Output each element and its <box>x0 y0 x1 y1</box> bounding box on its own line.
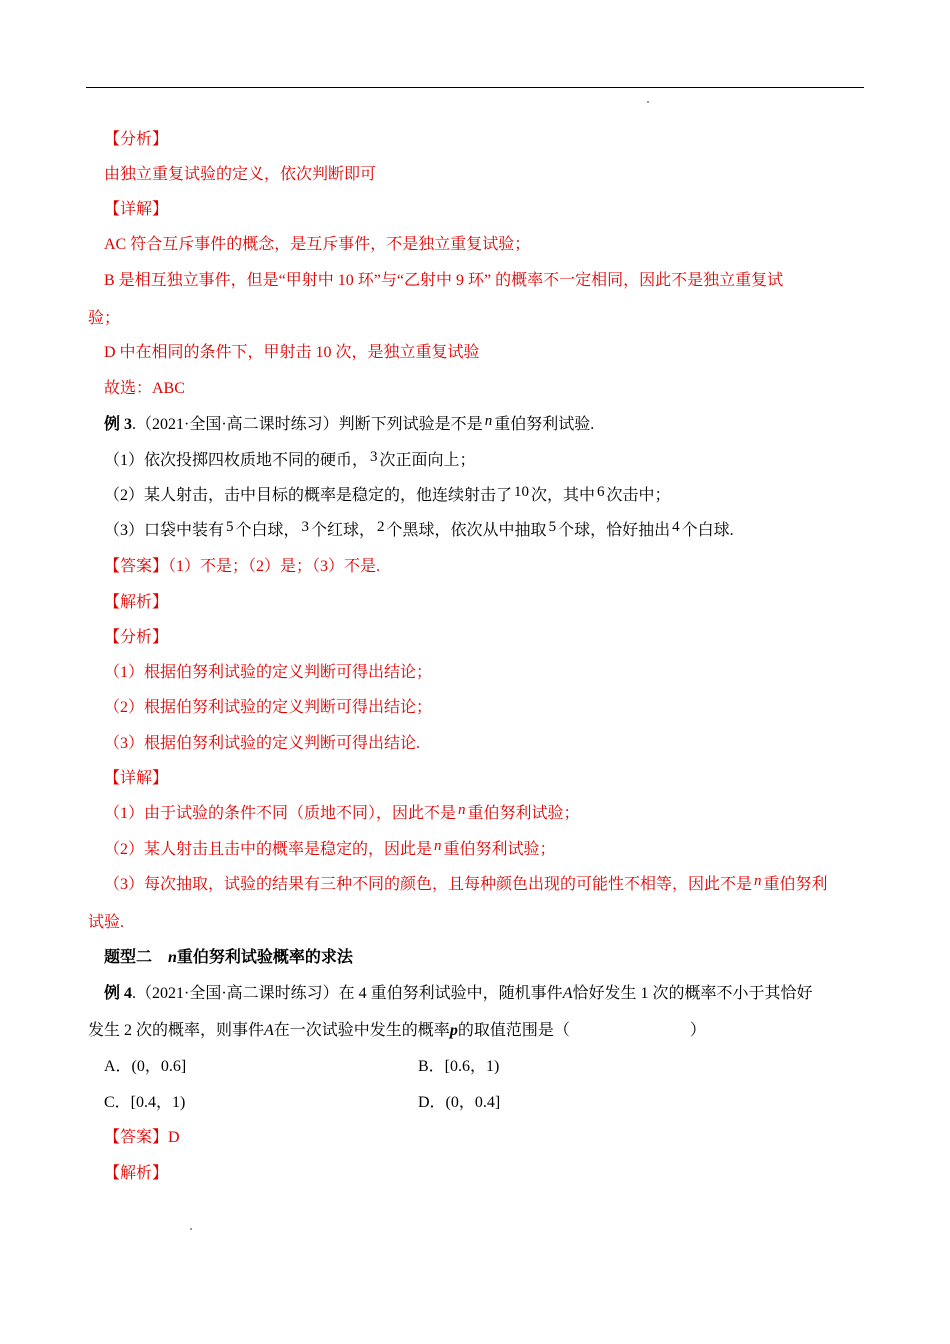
xiangjie-item-3-cont: 试验. <box>88 914 125 931</box>
math-var: n <box>458 802 466 818</box>
jiexi-heading: 【解析】 <box>104 1165 169 1182</box>
answer-choice: 故选：ABC <box>104 380 185 397</box>
fenxi-heading: 【分析】 <box>104 629 169 646</box>
math-num: 4 <box>672 519 680 535</box>
question-text: 个白球， <box>235 522 300 539</box>
answer-4 <box>104 1128 884 1148</box>
math-num: 3 <box>301 519 310 535</box>
example-text: 在一次试验中发生的概率 <box>273 1022 450 1039</box>
math-var: A <box>264 1022 274 1039</box>
fenxi-item-2: （2）根据伯努利试验的定义判断可得出结论； <box>104 699 433 716</box>
example-text: 恰好发生 1 次的概率不小于其恰好 <box>572 985 813 1002</box>
answer-label: 【答案】 <box>104 1129 169 1146</box>
math-num: 10 <box>514 484 530 500</box>
xiangjie-item-3 <box>104 875 884 895</box>
math-var: n <box>484 413 493 429</box>
question-text: （3）口袋中装有 <box>104 522 225 539</box>
answer-text: D <box>168 1129 180 1146</box>
question-2 <box>104 486 884 506</box>
jiexi-heading: 【解析】 <box>104 594 169 611</box>
detail-text: （1）由于试验的条件不同（质地不同），因此不是 <box>104 805 457 822</box>
question-text: 次正面向上； <box>379 452 476 469</box>
option-b: B．[0.6，1) <box>418 1058 500 1075</box>
example-4-title <box>104 984 884 1004</box>
answer-3 <box>104 557 884 577</box>
xiangjie-heading: 【详解】 <box>104 770 169 787</box>
detail-b-cont: 验； <box>88 310 121 327</box>
question-text: （1）依次投掷四枚质地不同的硬币， <box>104 452 369 469</box>
section-label: 题型二 <box>104 949 169 966</box>
option-c: C．[0.4，1) <box>104 1094 186 1111</box>
math-var: A <box>562 985 573 1002</box>
math-num: 6 <box>597 484 605 500</box>
detail-text: 重伯努利试验； <box>467 805 580 822</box>
footer-dot <box>190 1228 192 1230</box>
example-4-cont <box>88 1021 868 1041</box>
detail-ac: AC 符合互斥事件的概念，是互斥事件，不是独立重复试验； <box>104 236 531 253</box>
math-num: 5 <box>226 519 234 535</box>
example-3-title <box>104 415 884 435</box>
math-num: 5 <box>548 519 557 535</box>
detail-b: B 是相互独立事件，但是“甲射中 10 环”与“乙射中 9 环” 的概率不一定相同，因此不是独立重复试 <box>104 272 784 289</box>
header-dot <box>647 101 649 103</box>
example-label: 例 3 <box>104 416 133 433</box>
detail-text: （2）某人射击且击中的概率是稳定的，因此是 <box>104 841 433 858</box>
question-1 <box>104 451 884 471</box>
example-text: .（2021·全国·高二课时练习）判断下列试验是不是 <box>132 416 483 433</box>
question-text: 次击中； <box>606 487 671 504</box>
example-text: .（2021·全国·高二课时练习）在 4 重伯努利试验中，随机事件 <box>132 985 563 1002</box>
math-var: p <box>449 1022 458 1039</box>
fenxi-item-1: （1）根据伯努利试验的定义判断可得出结论； <box>104 664 433 681</box>
question-text: 个红球， <box>311 522 376 539</box>
question-text: 次，其中 <box>531 487 596 504</box>
xiangjie-heading: 【详解】 <box>104 201 169 218</box>
section-text: 重伯努利试验概率的求法 <box>176 949 353 966</box>
fenxi-item-3: （3）根据伯努利试验的定义判断可得出结论. <box>104 735 421 752</box>
math-var: n <box>434 838 442 854</box>
example-text: 的取值范围是（ <box>457 1022 570 1039</box>
example-text: ） <box>689 1022 706 1039</box>
math-num: 2 <box>377 519 385 535</box>
section-title <box>104 948 884 968</box>
math-var: n <box>754 873 762 889</box>
xiangjie-item-2 <box>104 840 884 860</box>
option-a: A．(0，0.6] <box>104 1058 187 1075</box>
question-text: 个黑球，依次从中抽取 <box>386 522 547 539</box>
math-num: 3 <box>370 449 378 465</box>
fenxi-text: 由独立重复试验的定义，依次判断即可 <box>104 166 377 183</box>
question-3 <box>104 521 884 541</box>
question-text: 个白球. <box>681 522 734 539</box>
detail-text: 重伯努利试验； <box>443 841 556 858</box>
example-text: 重伯努利试验. <box>494 416 595 433</box>
math-var: n <box>168 949 177 966</box>
question-text: （2）某人射击，击中目标的概率是稳定的，他连续射击了 <box>104 487 513 504</box>
detail-text: 利 <box>811 876 828 893</box>
answer-text: （1）不是；（2）是；（3）不是. <box>168 558 381 575</box>
detail-text: 重伯努 <box>763 876 812 893</box>
detail-text: （3）每次抽取，试验的结果有三种不同的颜色，且每种颜色出现的可能性不相等，因此不是 <box>104 876 753 893</box>
option-d: D．(0，0.4] <box>418 1094 501 1111</box>
question-text: 个球，恰好抽出 <box>558 522 671 539</box>
detail-d: D 中在相同的条件下，甲射击 10 次，是独立重复试验 <box>104 344 480 361</box>
fenxi-heading: 【分析】 <box>104 131 169 148</box>
xiangjie-item-1 <box>104 804 884 824</box>
example-text: 发生 2 次的概率，则事件 <box>88 1022 265 1039</box>
example-label: 例 4 <box>104 985 133 1002</box>
header-rule <box>86 87 864 88</box>
answer-label: 【答案】 <box>104 558 169 575</box>
